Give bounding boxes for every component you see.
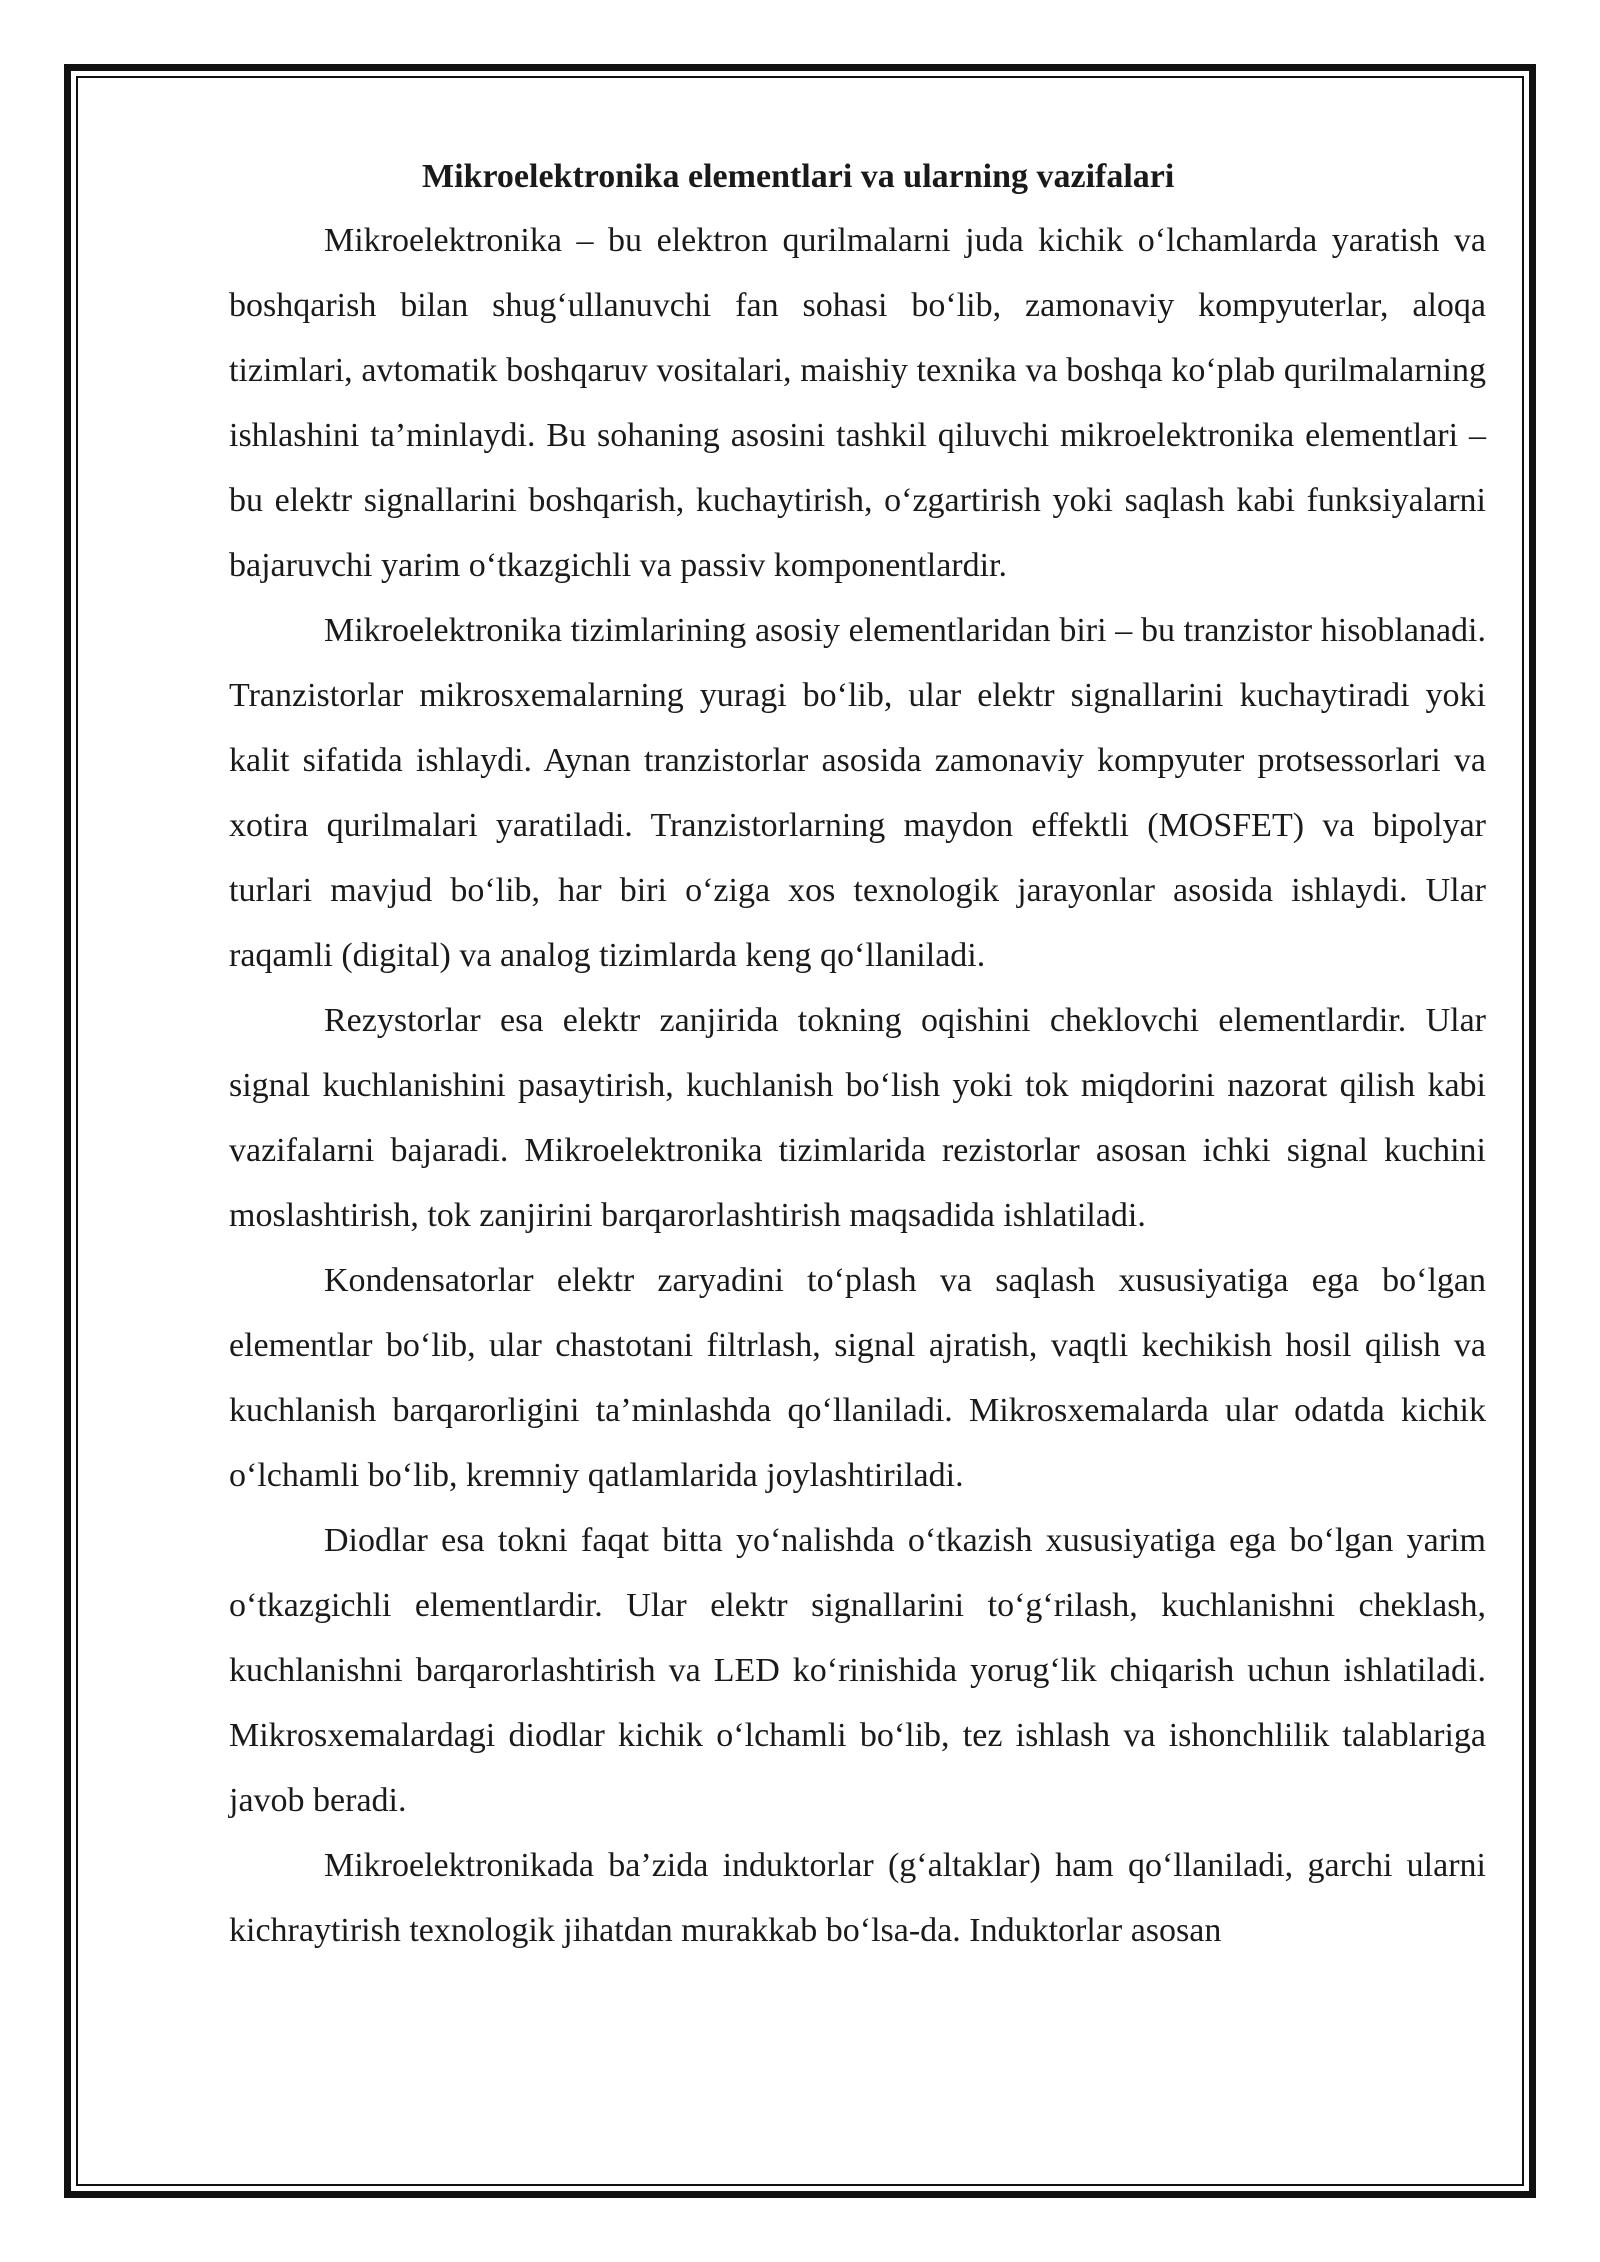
document-body bbox=[229, 146, 1486, 1963]
paragraph-inductors: Mikroelektronikada ba’zida induktorlar (g‘altaklar) ham qo‘llaniladi, garchi ularni kichraytirish texnologik jihatdan murakkab bo‘lsa-da. Induktorlar asosan bbox=[229, 1847, 1486, 1949]
paragraph-resistors: Rezystorlar esa elektr zanjirida tokning oqishini cheklovchi elementlardir. Ular signal kuchlanishini pasaytirish, kuchlanish bo‘lish yoki tok miqdorini nazorat qilish kabi vazifalarni bajaradi. Mikroelektronika tizimlarida rezistorlar asosan ichki signal kuchini moslashtirish, tok zanjirini barqarorlashtirish maqsadida ishlatiladi. bbox=[229, 1002, 1486, 1234]
paragraph-intro: Mikroelektronika – bu elektron qurilmalarni juda kichik o‘lchamlarda yaratish va boshqarish bilan shug‘ullanuvchi fan sohasi bo‘lib, zamonaviy kompyuterlar, aloqa tizimlari, avtomatik boshqaruv vositalari, maishiy texnika va boshqa ko‘plab qurilmalarning ishlashini ta’minlaydi. Bu sohaning asosini tashkil qiluvchi mikroelektronika elementlari – bu elektr signallarini boshqarish, kuchaytirish, o‘zgartirish yoki saqlash kabi funksiyalarni bajaruvchi yarim o‘tkazgichli va passiv komponentlardir. bbox=[229, 222, 1486, 584]
document-title: Mikroelektronika elementlari va ularning vazifalari bbox=[422, 158, 1175, 195]
paragraph-capacitors: Kondensatorlar elektr zaryadini to‘plash va saqlash xususiyatiga ega bo‘lgan elementlar bo‘lib, ular chastotani filtrlash, signal ajratish, vaqtli kechikish hosil qilish va kuchlanish barqarorligini ta’minlashda qo‘llaniladi. Mikrosxemalarda ular odatda kichik o‘lchamli bo‘lib, kremniy qatlamlarida joylashtiriladi. bbox=[229, 1262, 1486, 1494]
paragraph-diodes: Diodlar esa tokni faqat bitta yo‘nalishda o‘tkazish xususiyatiga ega bo‘lgan yarim o‘tkazgichli elementlardir. Ular elektr signallarini to‘g‘rilash, kuchlanishni cheklash, kuchlanishni barqarorlashtirish va LED ko‘rinishida yorug‘lik chiqarish uchun ishlatiladi. Mikrosxemalardagi diodlar kichik o‘lchamli bo‘lib, tez ishlash va ishonchlilik talablariga javob beradi. bbox=[229, 1522, 1486, 1819]
paragraph-transistors: Mikroelektronika tizimlarining asosiy elementlaridan biri – bu tranzistor hisoblanadi. Tranzistorlar mikrosxemalarning yuragi bo‘lib, ular elektr signallarini kuchaytiradi yoki kalit sifatida ishlaydi. Aynan tranzistorlar asosida zamonaviy kompyuter protsessorlari va xotira qurilmalari yaratiladi. Tranzistorlarning maydon effektli (MOSFET) va bipolyar turlari mavjud bo‘lib, har biri o‘ziga xos texnologik jarayonlar asosida ishlaydi. Ular raqamli (digital) va analog tizimlarda keng qo‘llaniladi. bbox=[229, 612, 1486, 974]
